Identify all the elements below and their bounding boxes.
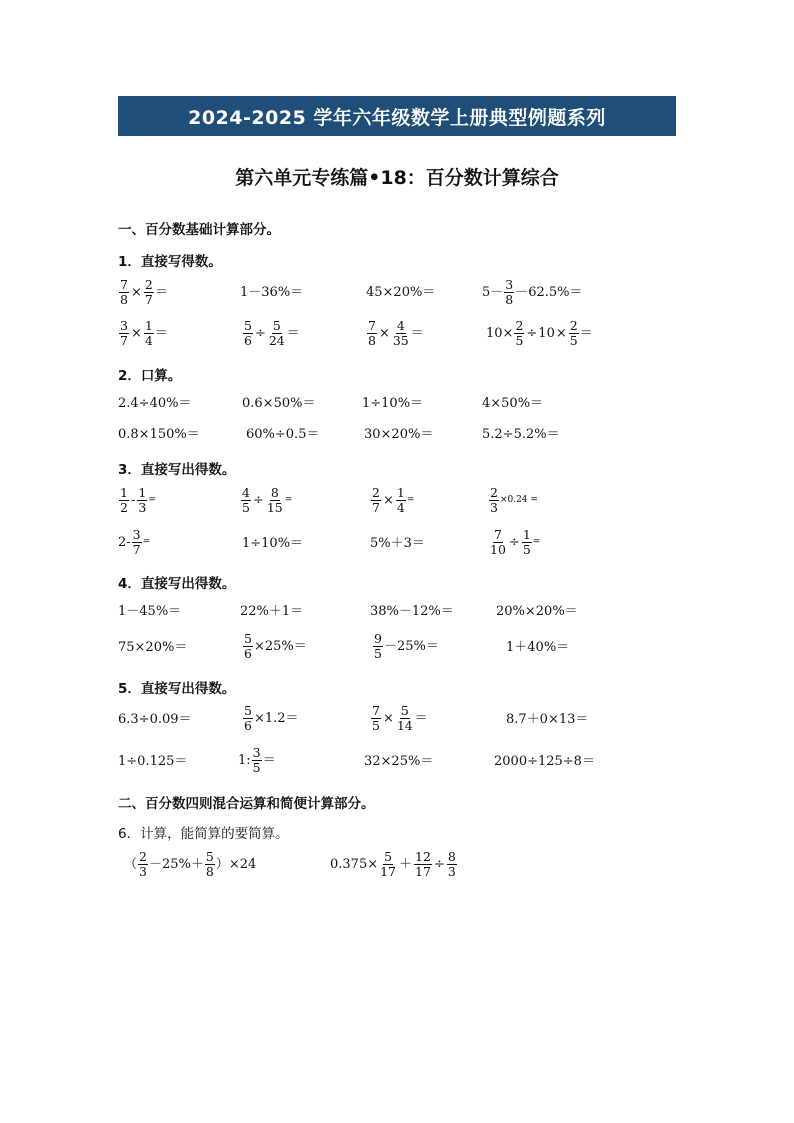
q3-item-1: 1 2 - $\frac{1}{3}$ =	[120, 485, 156, 515]
q3-item-2: $\frac{4}{5}$ ÷ $\frac{8}{15}$ =	[242, 485, 293, 515]
q4-item-4: 20%×20%＝	[496, 604, 578, 619]
fraction: $\frac{5}{6}$	[244, 318, 252, 348]
section-2-heading: 二、百分数四则混合运算和简便计算部分。	[118, 796, 375, 812]
fraction: $\frac{7}{5}$	[372, 703, 380, 733]
q5-item-4: 8.7＋0×13＝	[506, 712, 589, 727]
q3-item-6: 1÷10%＝	[242, 536, 304, 551]
q3-item-3: $\frac{2}{7}$ × $\frac{1}{4}$ =	[372, 485, 415, 515]
q1-item-8: 10× $\frac{2}{5}$ ÷ 10 × $\frac{2}{5}$ ＝	[486, 318, 593, 348]
fraction: $\frac{2}{3}$	[490, 485, 498, 515]
q5-item-8: 2000÷125÷8＝	[494, 754, 595, 769]
q5-item-3: $\frac{7}{5}$ × $\frac{5}{14}$ ＝	[372, 703, 428, 733]
q1-item-2: 1－36%＝	[240, 285, 304, 300]
q1-item-3: 45×20%＝	[366, 285, 436, 300]
q2-item-5: 0.8×150%＝	[118, 427, 200, 442]
q1-item-7: $\frac{7}{8}$ × $\frac{4}{35}$ ＝	[368, 318, 424, 348]
fraction: $\frac{12}{17}$	[415, 849, 431, 879]
q3-item-8: $\frac{7}{10}$ ÷ $\frac{1}{5}$ =	[490, 527, 541, 557]
fraction: $\frac{2}{7}$	[144, 277, 153, 307]
fraction: $\frac{5}{6}$	[244, 703, 252, 733]
q2-item-3: 1÷10%＝	[362, 396, 424, 411]
fraction: $\frac{1}{4}$	[144, 318, 153, 348]
q2-item-1: 2.4÷40%＝	[118, 396, 192, 411]
q5-item-6: 1: 3 5 ＝	[238, 745, 276, 775]
series-banner: 2024-2025 学年六年级数学上册典型例题系列	[118, 96, 676, 136]
q4-item-2: 22%＋1＝	[240, 604, 304, 619]
question-4-label: 4．直接写出得数。	[118, 576, 236, 592]
q2-item-8: 5.2÷5.2%＝	[482, 427, 560, 442]
fraction: $\frac{1}{4}$	[396, 485, 405, 515]
question-1-label: 1．直接写得数。	[118, 254, 222, 270]
fraction: $\frac{5}{6}$	[244, 631, 252, 661]
q4-item-8: 1＋40%＝	[506, 640, 570, 655]
q6-item-1: （ 2 3 －25%＋ 5 8 ）×24	[124, 849, 257, 879]
question-3-label: 3．直接写出得数。	[118, 462, 236, 478]
fraction: 9 5	[374, 631, 382, 661]
question-2-label: 2．口算。	[118, 368, 182, 384]
question-6-label: 6．计算，能简算的要简算。	[118, 826, 289, 842]
q3-item-5: 2- $\frac{3}{7}$ =	[118, 527, 151, 557]
fraction: 3 5	[252, 745, 261, 775]
fraction: 2 3	[139, 849, 147, 879]
fraction: 5 8	[205, 849, 214, 879]
q3-item-7: 5%＋3＝	[370, 536, 425, 551]
q5-item-7: 32×25%＝	[364, 754, 434, 769]
fraction: $\frac{7}{10}$	[490, 527, 506, 557]
q4-item-1: 1－45%＝	[118, 604, 182, 619]
fraction: $\frac{3}{7}$	[120, 318, 128, 348]
fraction: $\frac{4}{5}$	[242, 485, 250, 515]
section-1-heading: 一、百分数基础计算部分。	[118, 222, 280, 238]
fraction: $\frac{5}{24}$	[268, 318, 285, 348]
q2-item-7: 30×20%＝	[364, 427, 434, 442]
fraction: $\frac{8}{15}$	[266, 485, 283, 515]
q1-item-1: $\frac{7}{8}$ × $\frac{2}{7}$ ＝	[120, 277, 168, 307]
q2-item-2: 0.6×50%＝	[242, 396, 316, 411]
fraction: $\frac{5}{17}$	[380, 849, 397, 879]
fraction: $\frac{4}{35}$	[392, 318, 409, 348]
q2-item-6: 60%÷0.5＝	[246, 427, 320, 442]
q4-item-7: 9 5 －25%＝	[374, 631, 439, 661]
q5-item-2: $\frac{5}{6}$ ×1.2＝	[244, 703, 299, 733]
fraction: $\frac{7}{8}$	[120, 277, 128, 307]
q1-item-4: 5－ 3 8 －62.5%＝	[482, 277, 583, 307]
fraction: $\frac{3}{7}$	[132, 527, 141, 557]
fraction: 3 8	[505, 277, 514, 307]
fraction: $\frac{8}{3}$	[447, 849, 456, 879]
fraction: $\frac{2}{5}$	[515, 318, 524, 348]
fraction: $\frac{1}{5}$	[522, 527, 531, 557]
q4-item-5: 75×20%＝	[118, 640, 188, 655]
question-5-label: 5．直接写出得数。	[118, 681, 236, 697]
q1-item-5: $\frac{3}{7}$ × $\frac{1}{4}$ ＝	[120, 318, 168, 348]
fraction: $\frac{1}{3}$	[138, 485, 147, 515]
fraction: $\frac{5}{14}$	[396, 703, 413, 733]
page-title: 第六单元专练篇•18：百分数计算综合	[235, 167, 559, 189]
q4-item-6: $\frac{5}{6}$ ×25%＝	[244, 631, 307, 661]
fraction: $\frac{2}{5}$	[569, 318, 578, 348]
fraction: $\frac{2}{7}$	[372, 485, 380, 515]
q2-item-4: 4×50%＝	[482, 396, 544, 411]
fraction: 1 2	[120, 485, 128, 515]
q3-item-4: $\frac{2}{3}$ ×0.24 =	[490, 485, 538, 515]
q1-item-6: $\frac{5}{6}$ ÷ $\frac{5}{24}$ ＝	[244, 318, 300, 348]
q6-item-2: 0.375× $\frac{5}{17}$ ＋ $\frac{12}{17}$ ÷ $\frac{8}{3}$	[330, 849, 456, 879]
fraction: $\frac{7}{8}$	[368, 318, 376, 348]
q5-item-5: 1÷0.125＝	[118, 754, 188, 769]
q5-item-1: 6.3÷0.09＝	[118, 712, 192, 727]
q4-item-3: 38%－12%＝	[370, 604, 454, 619]
